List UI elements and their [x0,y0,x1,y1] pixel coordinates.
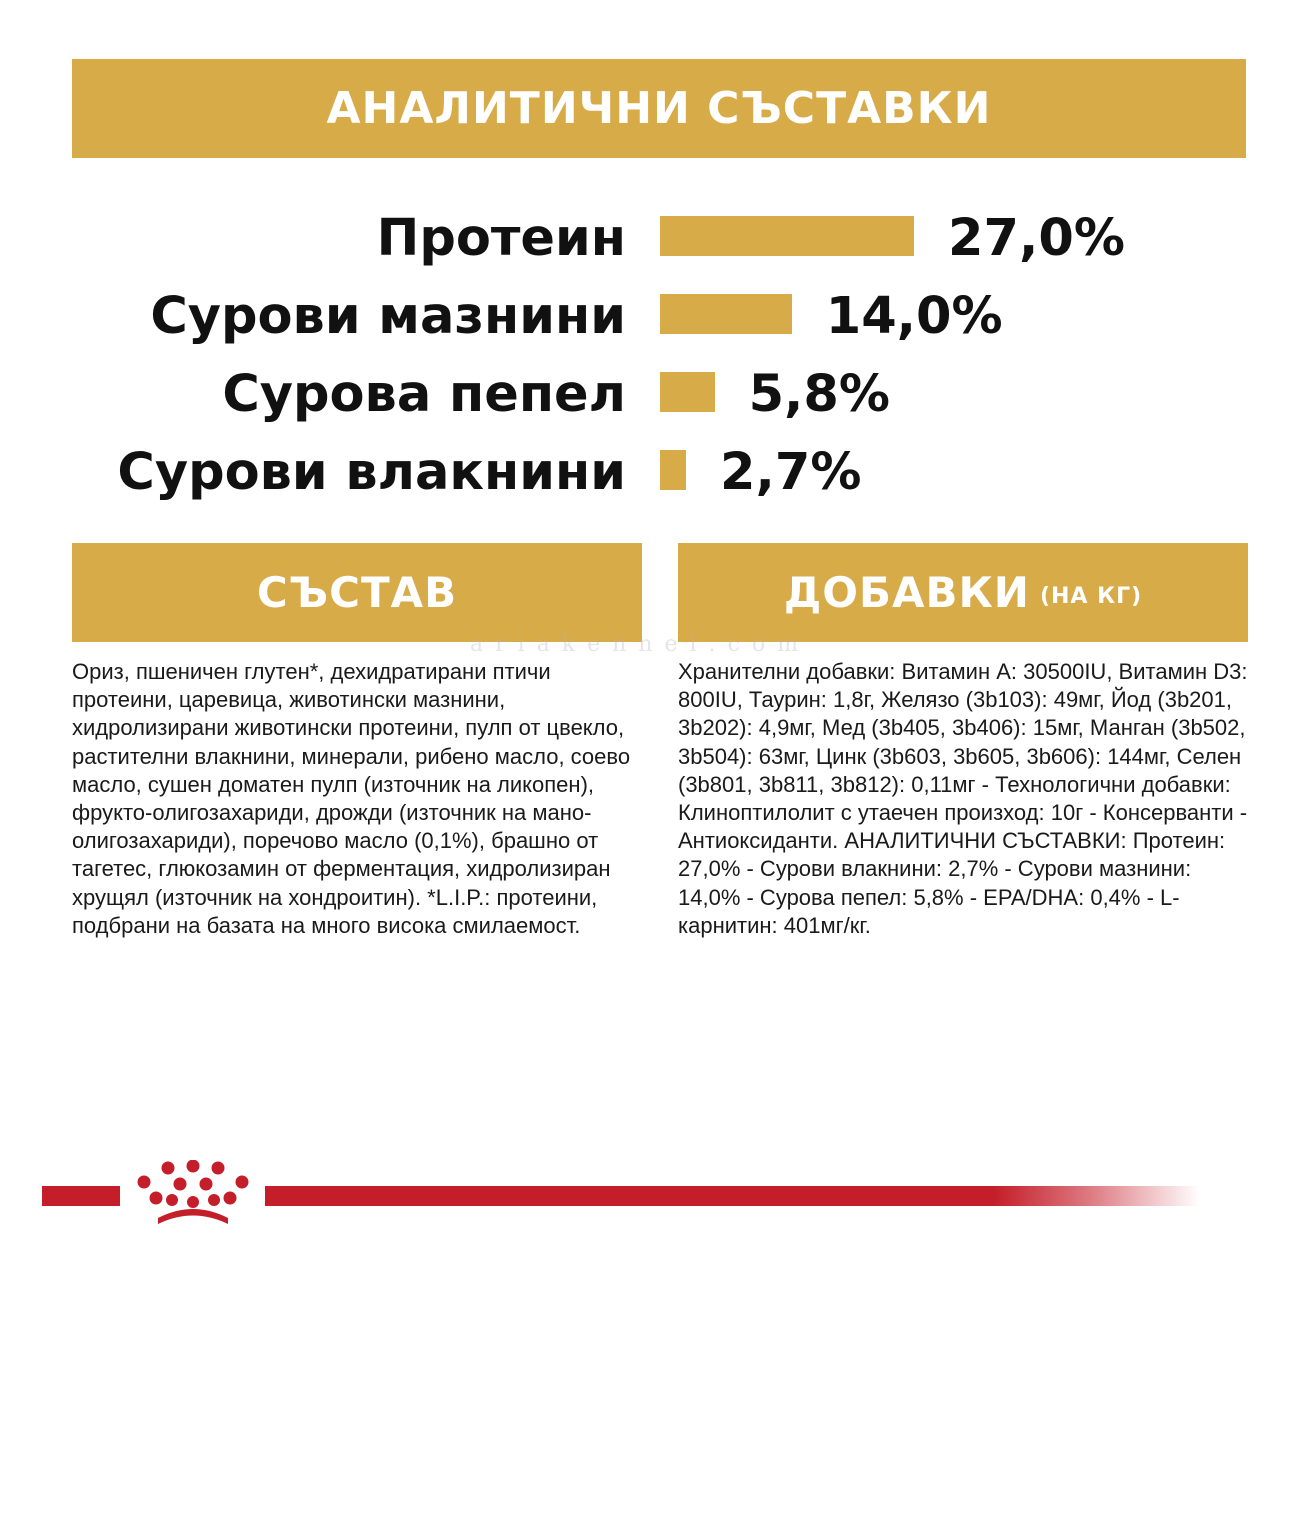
bar-row [0,200,1296,278]
bar-category-label: Сурови мазнини [150,287,626,346]
bar-value-label: 5,8% [748,365,891,424]
composition-text: Ориз, пшеничен глутен*, дехидратирани птичи протеини, царевица, животински мазнини, хидролизирани животински протеини, пулп от цвекло, растителни влакнини, минерали, рибено масло, соево масло, сушен доматен пулп (източник на ликопен), фрукто-олигозахариди, дрожди (източник на мано-олигозахариди), поречово масло (0,1%), брашно от тагетес, глюкозамин от ферментация, хидролизиран хрущял (източник на хондроитин). *L.I.P.: протеини, подбрани на базата на много висока смилаемост. [72,659,631,938]
brand-line-left [42,1186,120,1206]
bar-category-label: Сурова пепел [222,365,626,424]
bar [660,294,792,334]
bar-row [0,434,1296,512]
bar-value-label: 2,7% [720,443,862,502]
analytic-constituents-title: АНАЛИТИЧНИ СЪСТАВКИ [326,83,992,134]
additives-text: Хранителни добавки: Витамин A: 30500IU, Витамин D3: 800IU, Таурин: 1,8г, Желязо (3b103): 49мг, Йод (3b201, 3b202): 4,9мг, Мед (3b405, 3b406): 15мг, Манган (3b502, 3b504): 63мг, Цинк (3b603, 3b605, 3b606): 144мг, Селен (3b801, 3b811, 3b812): 0,11мг - Технологични добавки: Клиноптилолит с утаечен произход: 10г - Консерванти - Антиоксиданти. АНАЛИТИЧНИ СЪСТАВКИ: Протеин: 27,0% - Сурови влакнини: 2,7% - Сурови мазнини: 14,0% - Сурова пепел: 5,8% - EPA/DHA: 0,4% - L-карнитин: 401мг/кг. [678,659,1248,938]
bar-value-label: 27,0% [948,209,1125,268]
bar [660,450,686,490]
additives-title-suffix: (НА КГ) [1039,584,1143,609]
bar-value-label: 14,0% [825,287,1003,346]
bar-row [0,278,1296,356]
bar-category-label: Сурови влакнини [117,443,626,502]
brand-line-right [265,1186,1200,1206]
crown-icon [128,1160,258,1230]
bar-row [0,356,1296,434]
additives-title: ДОБАВКИ [783,568,1030,617]
composition-title: СЪСТАВ [256,568,458,617]
composition-banner [72,543,642,642]
watermark-text: ariakennel.com [470,632,810,657]
analytic-bar-chart [0,200,1296,520]
analytic-constituents-banner [72,59,1246,158]
bar [660,216,914,256]
bar-category-label: Протеин [376,209,626,268]
additives-banner [678,543,1248,642]
bar [660,372,715,412]
